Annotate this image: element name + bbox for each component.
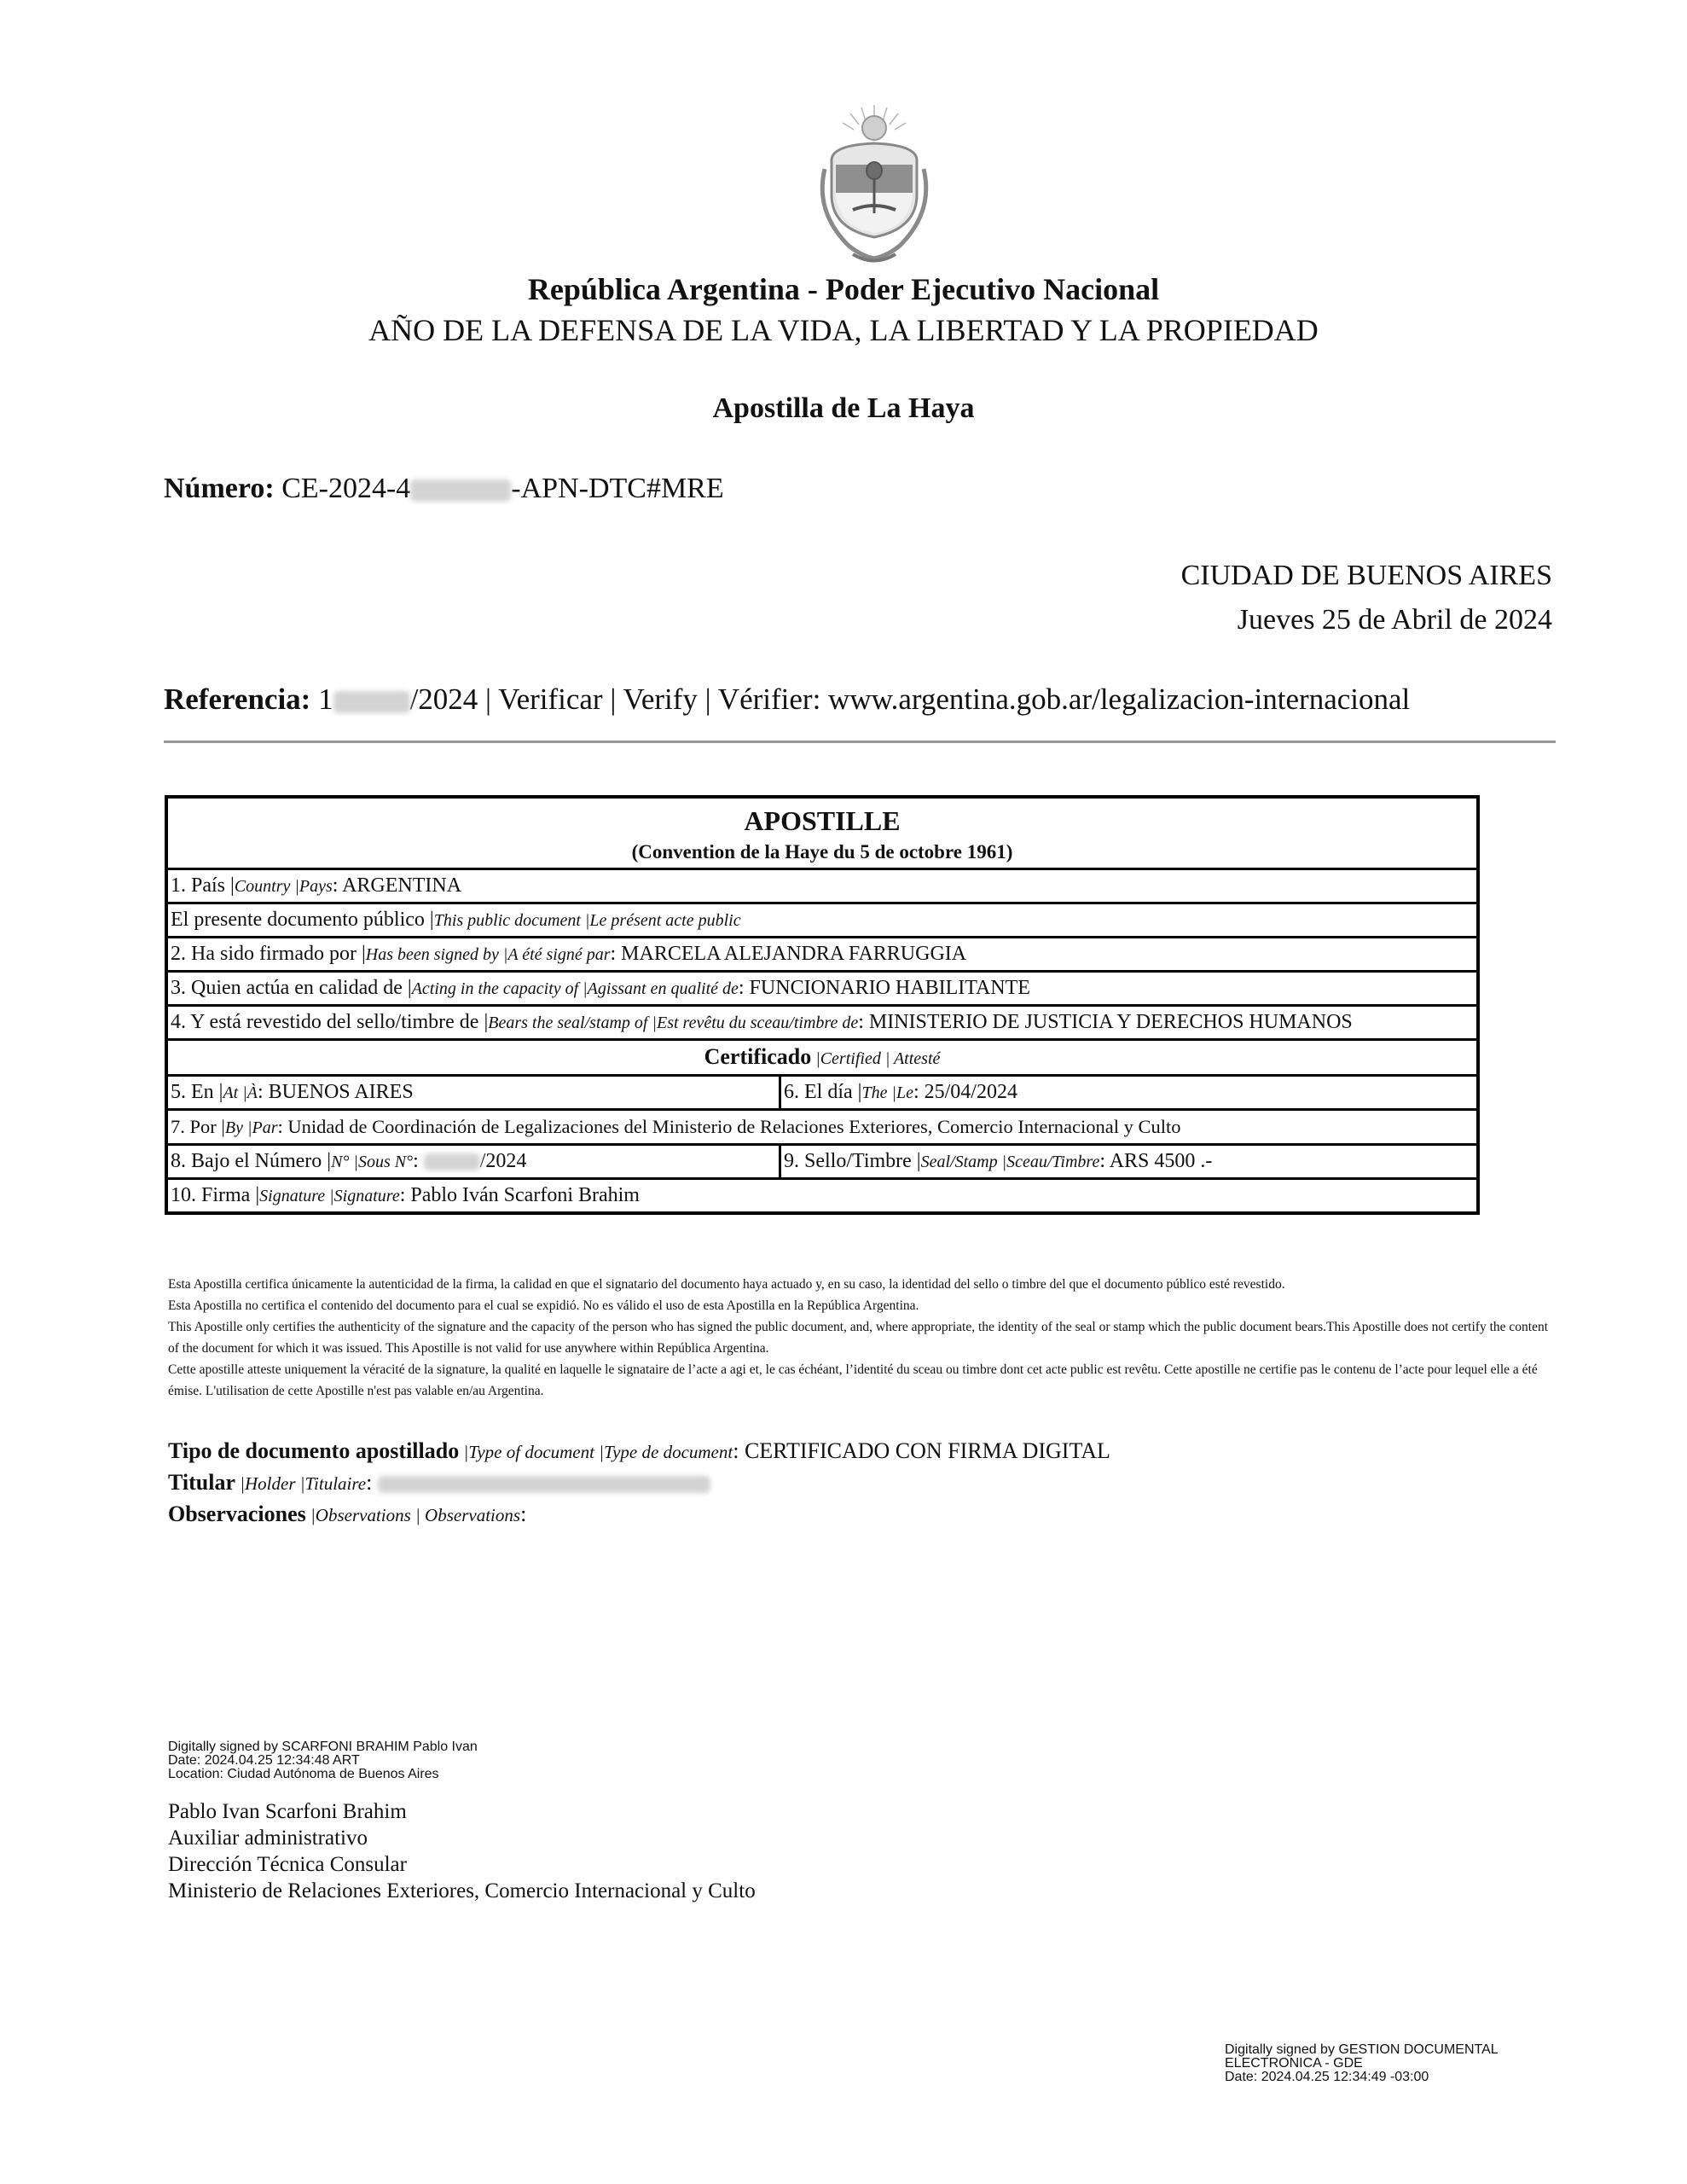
referencia-label: Referencia: (164, 682, 311, 716)
signer-role: Auxiliar administrativo (168, 1827, 368, 1850)
row-label: 4. Y está revestido del sello/timbre de | (171, 1011, 489, 1033)
row-value: : 25/04/2024 (913, 1081, 1017, 1103)
row-number-stamp (168, 1146, 1476, 1180)
doc-type-value: : CERTIFICADO CON FIRMA DIGITAL (733, 1438, 1110, 1463)
row-certified (168, 1041, 1476, 1077)
gde-signature-stamp (1225, 2043, 1499, 2084)
row-translation: By |Par (224, 1118, 278, 1137)
holder-value: : (366, 1470, 373, 1495)
row-translation: Bears the seal/stamp of |Est revêtu du sceau/timbre de (488, 1014, 859, 1032)
row-translation: N° |Sous N° (331, 1153, 414, 1171)
row-seal (168, 1007, 1476, 1041)
row-colon: : (413, 1150, 424, 1172)
document-title: Apostilla de La Haya (712, 392, 975, 424)
row-translation: At |À (223, 1083, 258, 1102)
row-translation: Has been signed by |A été signé par (365, 945, 611, 964)
coat-of-arms-seal (815, 101, 934, 271)
disclaimer-paragraph: Esta Apostilla certifica únicamente la autenticidad de la firma, la calidad en que el signatario del documento haya actuado y, en su caso, la identidad del sello o timbre del que el documento público esté revestido. (168, 1277, 1285, 1292)
numero-suffix: -APN-DTC#MRE (511, 473, 724, 504)
holder-label: Titular (168, 1470, 235, 1495)
row-value: : FUNCIONARIO HABILITANTE (738, 977, 1030, 999)
cell-place (168, 1077, 781, 1108)
certified-translation: |Certified | Attesté (811, 1049, 941, 1068)
row-value: : MINISTERIO DE JUSTICIA Y DERECHOS HUMANOS (858, 1011, 1353, 1033)
row-label: 10. Firma | (171, 1184, 260, 1206)
reference-line (164, 682, 1410, 717)
row-label: 6. El día | (784, 1081, 862, 1103)
row-capacity (168, 973, 1476, 1007)
row-translation: Acting in the capacity of |Agissant en qualité de (411, 979, 739, 998)
header-title: República Argentina - Poder Ejecutivo Nacional (527, 272, 1160, 306)
row-translation: Country |Pays (234, 877, 333, 896)
observations-label: Observaciones (168, 1502, 306, 1526)
redacted-block (333, 691, 410, 713)
numero-prefix: CE-2024-4 (281, 473, 411, 504)
redacted-block (424, 1153, 480, 1170)
row-country (168, 870, 1476, 904)
row-label: 3. Quien actúa en calidad de | (171, 977, 412, 999)
row-translation: Signature |Signature (259, 1187, 400, 1205)
row-value: : ARS 4500 .- (1099, 1150, 1213, 1172)
apostille-table (165, 795, 1480, 1215)
signature-line: Date: 2024.04.25 12:34:48 ART (168, 1753, 360, 1768)
row-label: 7. Por | (171, 1116, 225, 1137)
issue-date: Jueves 25 de Abril de 2024 (1237, 604, 1552, 636)
row-public-document (168, 904, 1476, 938)
disclaimer-paragraph: This Apostille only certifies the authenticity of the signature and the capacity of the person who has signed the public document, and, where appropriate, the identity of the seal or stamp which the public document bears.This Apostille does not certify the content of the document for which it was issued. This Apostille is not valid for use anywhere within República Argentina. (168, 1320, 1549, 1356)
signer-department: Dirección Técnica Consular (168, 1853, 407, 1876)
signature-line: Date: 2024.04.25 12:34:49 -03:00 (1225, 2070, 1429, 2084)
row-label: 1. País | (171, 874, 235, 897)
row-label: 2. Ha sido firmado por | (171, 943, 366, 965)
disclaimer-paragraph: Cette apostille atteste uniquement la véracité de la signature, la qualité en laquelle le signataire de l’acte a agi et, le cas échéant, l’identité du sceau ou timbre dont cet acte public est revêtu. Cette apostille ne certifie pas le contenu de l’acte pour lequel elle a été émise. L'utilisation de cette Apostille n'est pas valable en/au Argentina. (168, 1362, 1538, 1398)
row-value: : Unidad de Coordinación de Legalizaciones del Ministerio de Relaciones Exteriores, Comercio Internacional y Culto (277, 1116, 1181, 1137)
row-issued-by (168, 1111, 1476, 1146)
header-year-motto: AÑO DE LA DEFENSA DE LA VIDA, LA LIBERTAD Y LA PROPIEDAD (368, 313, 1319, 347)
observations-line (168, 1499, 1110, 1531)
observations-translation: |Observations | Observations (305, 1505, 521, 1525)
holder-translation: |Holder |Titulaire (235, 1473, 367, 1494)
signature-line: Location: Ciudad Autónoma de Buenos Aires (168, 1767, 439, 1781)
doc-type-label: Tipo de documento apostillado (168, 1438, 460, 1463)
row-translation: The |Le (861, 1083, 913, 1102)
row-label: 9. Sello/Timbre | (784, 1150, 921, 1172)
row-signature (168, 1180, 1476, 1211)
signer-name: Pablo Ivan Scarfoni Brahim (168, 1800, 407, 1823)
row-label: El presente documento público | (171, 909, 434, 931)
row-value: : ARGENTINA (332, 874, 462, 897)
apostille-title: APOSTILLE (744, 805, 901, 836)
certified-label: Certificado (704, 1044, 812, 1069)
referencia-suffix: /2024 | Verificar | Verify | Vérifier: www.argentina.gob.ar/legalizacion-internacional (409, 682, 1411, 716)
signature-line: Digitally signed by SCARFONI BRAHIM Pablo Ivan (168, 1740, 478, 1754)
digital-signature-stamp (168, 1740, 478, 1781)
cell-stamp (781, 1146, 1215, 1177)
row-label: 8. Bajo el Número | (171, 1150, 332, 1172)
row-signed-by (168, 938, 1476, 973)
signer-block (168, 1798, 756, 1904)
row-value: : MARCELA ALEJANDRA FARRUGGIA (610, 943, 967, 965)
disclaimer-paragraph: Esta Apostilla no certifica el contenido del documento para el cual se expidió. No es válido el uso de esta Apostilla en la República Argentina. (168, 1298, 919, 1313)
signature-line: ELECTRONICA - GDE (1225, 2056, 1363, 2071)
holder-line (168, 1467, 1110, 1499)
row-translation: This public document |Le présent acte public (433, 911, 741, 930)
document-number (164, 473, 724, 505)
redacted-block (378, 1476, 710, 1493)
disclaimer (168, 1274, 1550, 1402)
cell-date (781, 1077, 1020, 1108)
signer-ministry: Ministerio de Relaciones Exteriores, Comercio Internacional y Culto (168, 1879, 756, 1902)
numero-label: Número: (164, 473, 275, 504)
row-value: /2024 (479, 1150, 527, 1172)
document-info (168, 1436, 1110, 1531)
redacted-block (410, 479, 511, 502)
cell-number (168, 1146, 781, 1177)
row-place-date (168, 1077, 1476, 1111)
signature-line: Digitally signed by GESTION DOCUMENTAL (1225, 2042, 1499, 2057)
row-label: 5. En | (171, 1081, 223, 1103)
doc-type-line (168, 1436, 1110, 1467)
apostille-subtitle: (Convention de la Haye du 5 de octobre 1961) (168, 839, 1476, 870)
divider (164, 741, 1556, 743)
referencia-prefix: 1 (318, 682, 333, 716)
row-value: : Pablo Iván Scarfoni Brahim (399, 1184, 640, 1206)
doc-type-translation: |Type of document |Type de document (459, 1442, 733, 1462)
row-translation: Seal/Stamp |Sceau/Timbre (920, 1153, 1100, 1171)
observations-value: : (520, 1502, 527, 1526)
city: CIUDAD DE BUENOS AIRES (1180, 560, 1552, 591)
row-value: : BUENOS AIRES (257, 1081, 414, 1103)
